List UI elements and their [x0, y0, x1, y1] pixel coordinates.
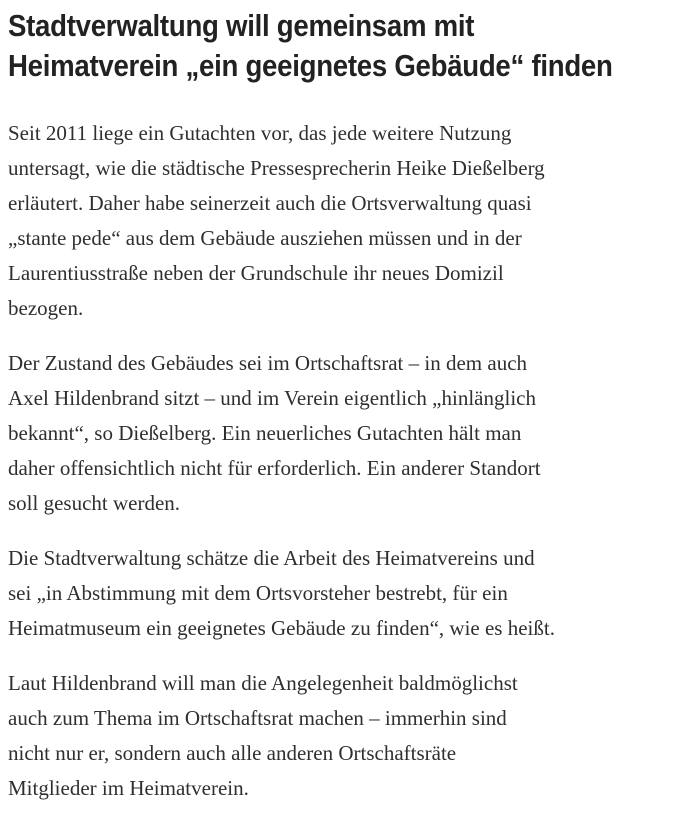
text-line: Seit 2011 liege ein Gutachten vor, das jede weitere Nutzung	[8, 121, 512, 145]
paragraph-3	[8, 541, 676, 646]
text-line: untersagt, wie die städtische Pressesprecherin Heike Dießelberg	[8, 156, 545, 180]
paragraph-1	[8, 116, 676, 326]
text-line: soll gesucht werden.	[8, 491, 181, 515]
paragraph-2	[8, 346, 676, 521]
headline-line-2: Heimatverein „ein geeignetes Gebäude“ finden	[8, 48, 613, 83]
text-line: Die Stadtverwaltung schätze die Arbeit des Heimatvereins und	[8, 546, 535, 570]
text-line: bekannt“, so Dießelberg. Ein neuerliches Gutachten hält man	[8, 421, 522, 445]
text-line: Mitglieder im Heimatverein.	[8, 776, 249, 800]
paragraph-4	[8, 666, 676, 806]
article-headline	[8, 6, 676, 86]
text-line: sei „in Abstimmung mit dem Ortsvorsteher bestrebt, für ein	[8, 581, 508, 605]
text-line: erläutert. Daher habe seinerzeit auch die Ortsverwaltung quasi	[8, 191, 532, 215]
text-line: Laurentiusstraße neben der Grundschule ihr neues Domizil	[8, 261, 504, 285]
text-line: nicht nur er, sondern auch alle anderen Ortschaftsräte	[8, 741, 457, 765]
text-line: Axel Hildenbrand sitzt – und im Verein eigentlich „hinlänglich	[8, 386, 536, 410]
text-line: Der Zustand des Gebäudes sei im Ortschaftsrat – in dem auch	[8, 351, 528, 375]
text-line: bezogen.	[8, 296, 84, 320]
text-line: auch zum Thema im Ortschaftsrat machen – immerhin sind	[8, 706, 507, 730]
text-line: daher offensichtlich nicht für erforderlich. Ein anderer Standort	[8, 456, 541, 480]
headline-line-1: Stadtverwaltung will gemeinsam mit	[8, 8, 475, 43]
text-line: „stante pede“ aus dem Gebäude ausziehen müssen und in der	[8, 226, 522, 250]
text-line: Heimatmuseum ein geeignetes Gebäude zu finden“, wie es heißt.	[8, 616, 555, 640]
text-line: Laut Hildenbrand will man die Angelegenheit baldmöglichst	[8, 671, 518, 695]
